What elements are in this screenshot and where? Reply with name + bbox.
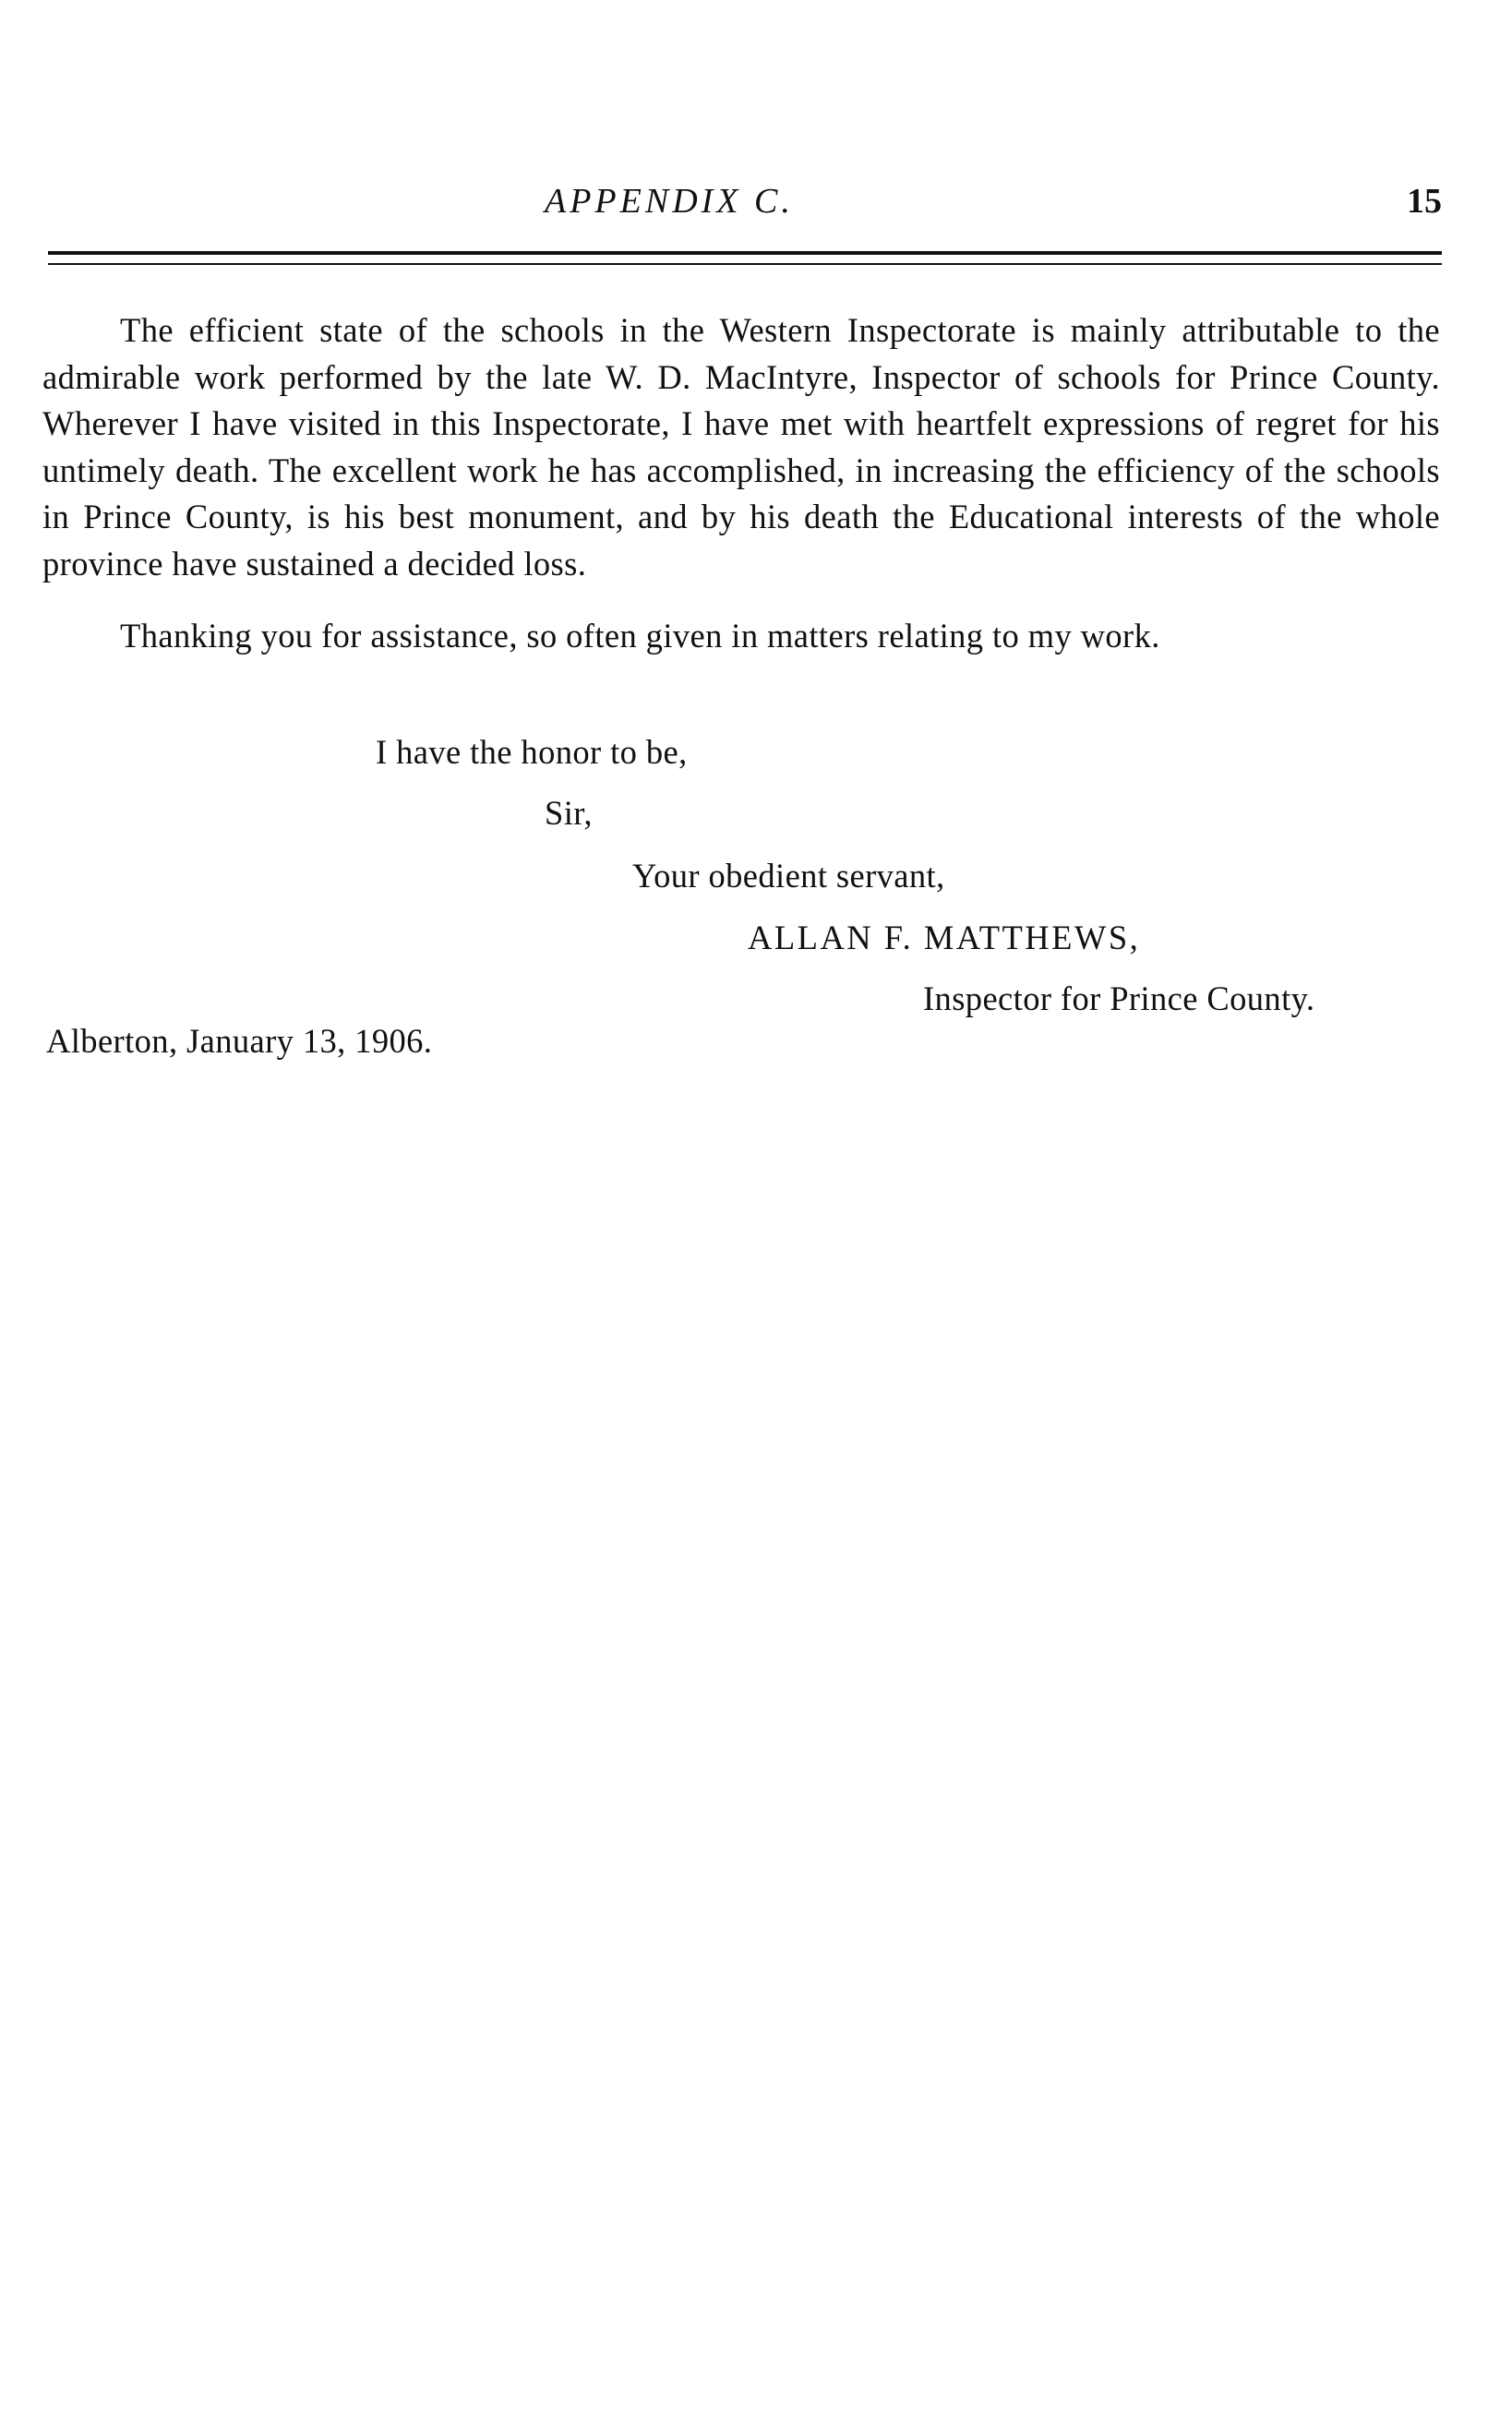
closing-salutation: Sir, <box>545 794 593 832</box>
page-number: 15 <box>1407 182 1442 221</box>
closing-servant-line: Your obedient servant, <box>632 857 945 895</box>
paragraph-thanks: Thanking you for assistance, so often given in matters relating to my work. <box>120 617 1160 655</box>
running-head <box>0 181 1512 227</box>
signature-name: ALLAN F. MATTHEWS, <box>748 919 1141 956</box>
running-title: APPENDIX C. <box>545 182 794 221</box>
paragraph-tribute: The efficient state of the schools in the Western Inspectorate is mainly attributable to the admirable work performed by the late W. D. MacIntyre, Inspector of schools for Prince County. Wherever I have visited in this Inspectorate, I have met with heartfelt expressions of regret for his untimely death. The excellent work he has accomplished, in increasing the efficiency of the schools in Prince County, is his best monument, and by his death the Educational interests of the whole province have sustained a decided loss. <box>42 311 1440 583</box>
letter-body <box>42 307 1440 660</box>
closing-honor-line: I have the honor to be, <box>376 733 688 771</box>
signature-title: Inspector for Prince County. <box>923 979 1315 1017</box>
header-rule-thin <box>48 263 1442 265</box>
header-rule-thick <box>48 251 1442 255</box>
place-date: Alberton, January 13, 1906. <box>46 1022 433 1060</box>
